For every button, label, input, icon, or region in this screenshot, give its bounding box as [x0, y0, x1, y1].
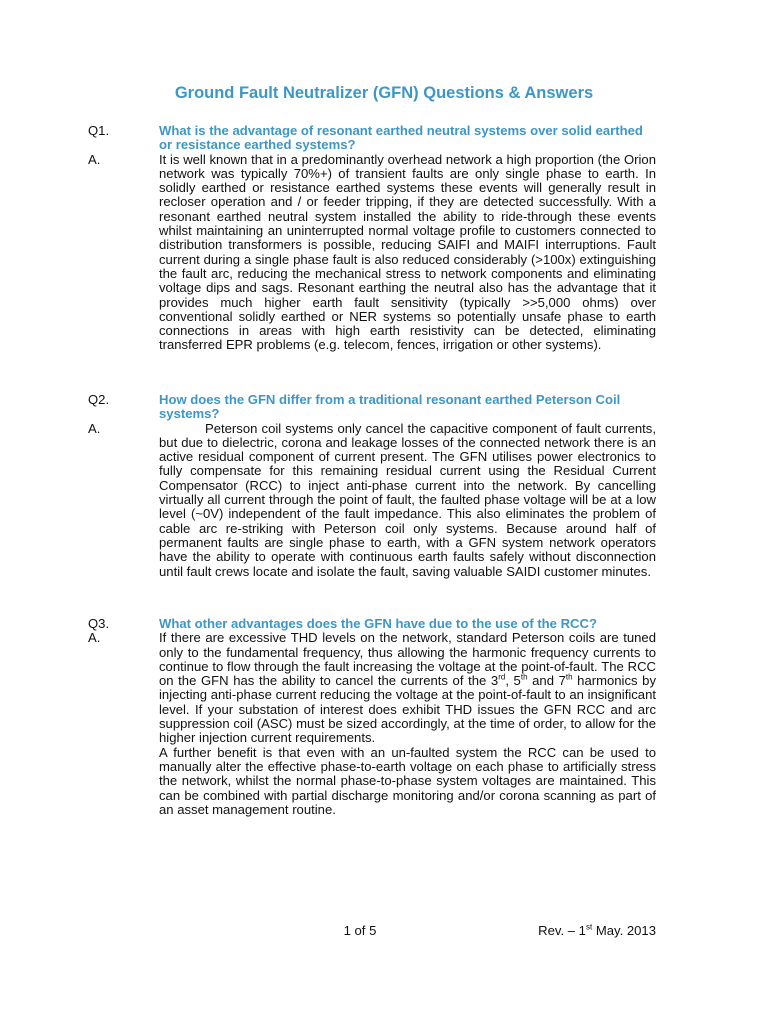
question-text: What is the advantage of resonant earthed neutral systems over solid earthed or resistance earthed systems? — [159, 123, 643, 153]
document-title: Ground Fault Neutralizer (GFN) Questions & Answers — [174, 84, 594, 102]
qa-block-2 — [88, 393, 656, 579]
page-number: 1 of 5 — [343, 923, 377, 938]
answer-paragraph-2: A further benefit is that even with an un-faulted system the RCC can be used to manually alter the effective phase-to-earth voltage on each phase to artificially stress the network, whilst the normal phase-to-phase system voltages are maintained. This can be combined with partial discharge monitoring and/or corona scanning as part of an asset management routine. — [159, 744, 656, 817]
answer-row — [88, 153, 656, 353]
question-row — [88, 393, 656, 422]
question-row — [88, 124, 656, 153]
question-text: What other advantages does the GFN have due to the use of the RCC? — [159, 616, 597, 631]
question-label: Q3. — [88, 616, 110, 631]
question-row — [88, 617, 656, 631]
question-label: Q1. — [88, 123, 110, 138]
answer-paragraph-1: If there are excessive THD levels on the network, standard Peterson coils are tuned only to the fundamental frequency, thus allowing the harmonic frequency currents to continue to flow through the fault increasing the voltage at the point-of-fault. The RCC on the GFN has the ability to cancel the currents of the 3rd, 5th and 7th harmonics by injecting anti-phase current reducing the voltage at the point-of-fault to an insignificant level. If your substation of interest does exhibit THD issues the GFN RCC and arc suppression coil (ASC) must be sized accordingly, at the time of order, to allow for the higher injection current requirements. — [159, 630, 656, 746]
answer-row — [88, 631, 656, 817]
revision-date: Rev. – 1st May. 2013 — [538, 922, 656, 938]
qa-block-3 — [88, 617, 656, 817]
question-text: How does the GFN differ from a traditional resonant earthed Peterson Coil systems? — [159, 392, 621, 422]
answer-label: A. — [88, 420, 101, 436]
answer-row — [88, 422, 656, 579]
answer-text: Peterson coil systems only cancel the capacitive component of fault currents, but due to dielectric, corona and leakage losses of the connected network there is an active residual component of current present. The GFN utilises power electronics to fully compensate for this remaining residual current using the Residual Current Compensator (RCC) to inject anti-phase current into the network. By cancelling virtually all current through the point of fault, the faulted phase voltage will be at a low level (~0V) independent of the fault impedance. This also eliminates the problem of cable arc re-striking with Peterson coil only systems. Because around half of permanent faults are single phase to earth, with a GFN system network operators have the ability to operate with continuous earth faults safely without disconnection until fault crews locate and isolate the fault, saving valuable SAIDI customer minutes. — [159, 420, 656, 579]
answer-text: It is well known that in a predominantly overhead network a high proportion (the Orion network was typically 70%+) of transient faults are only single phase to earth. In solidly earthed or resistance earthed systems these events will generally result in recloser operation and / or feeder tripping, if they are detected successfully. With a resonant earthed neutral system installed the ability to ride-through these events whilst maintaining an uninterrupted normal voltage profile to customers connected to distribution transformers is possible, reducing SAIFI and MAIFI interruptions. Fault current during a single phase fault is also reduced considerably (>100x) extinguishing the fault arc, reducing the mechanical stress to network components and eliminating voltage dips and sags. Resonant earthing the neutral also has the advantage that it provides much higher earth fault sensitivity (typically >>5,000 ohms) over conventional solidly earthed or NER systems so potentially unsafe phase to earth connections in areas with high earth resistivity can be detected, eliminating transferred EPR problems (e.g. telecom, fences, irrigation or other systems). — [159, 151, 656, 353]
question-label: Q2. — [88, 392, 110, 407]
answer-label: A. — [88, 630, 101, 646]
qa-block-1 — [88, 124, 656, 353]
answer-label: A. — [88, 151, 101, 167]
